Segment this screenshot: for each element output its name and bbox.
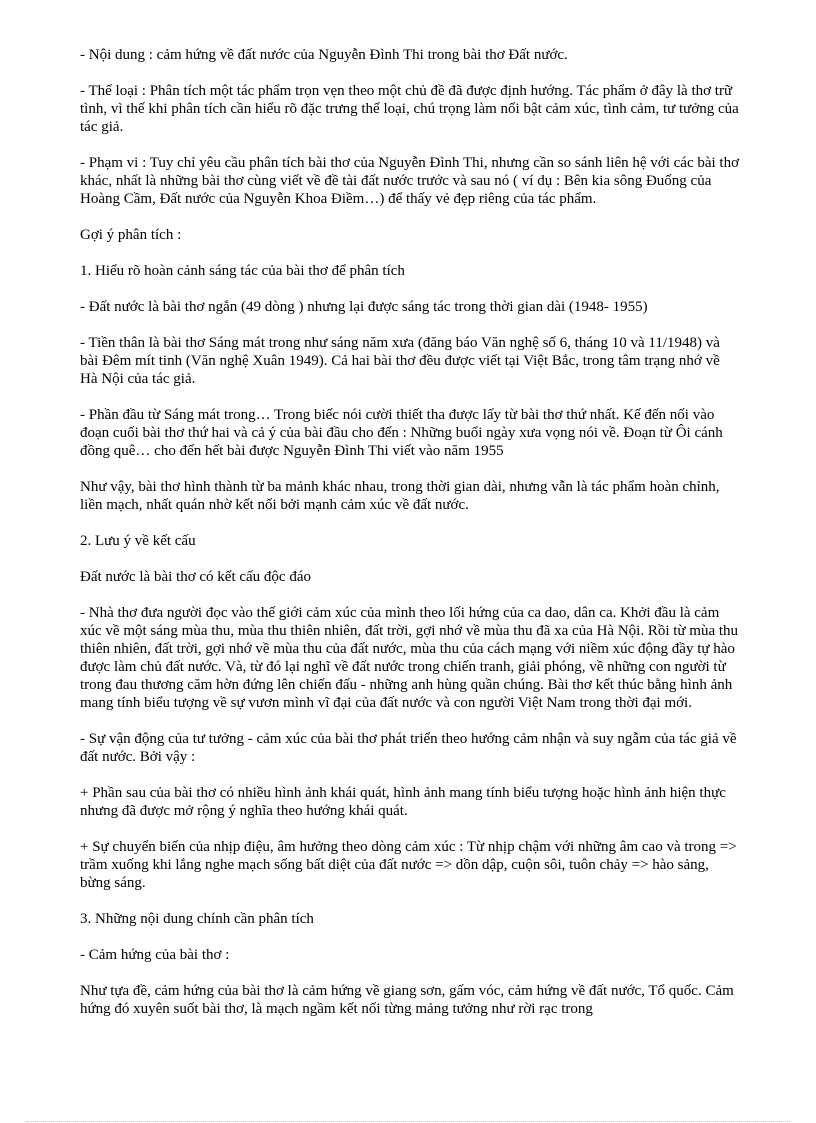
paragraph-later-part: + Phần sau của bài thơ có nhiều hình ảnh khái quát, hình ảnh mang tính biểu tượng hoặc hình ảnh hiện thực nhưng đã được mở rộng ý nghĩa theo hướng khái quát. — [80, 785, 726, 819]
heading-section-2: 2. Lưu ý về kết cấu — [80, 533, 196, 549]
heading-section-1: 1. Hiểu rõ hoàn cảnh sáng tác của bài thơ để phân tích — [80, 263, 405, 279]
paragraph-thought-movement: - Sự vận động của tư tưởng - cảm xúc của bài thơ phát triển theo hướng cảm nhận và suy ngẫm của tác giả về đất nước. Bởi vậy : — [80, 731, 737, 765]
paragraph-rhythm: + Sự chuyển biến của nhịp điệu, âm hưởng theo dòng cảm xúc : Từ nhịp chậm với những âm cao và trong => trầm xuống khi lắng nghe mạch sống bất diệt của đất nước => dồn dập, cuộn sôi, tuôn chảy => hào sảng, bừng sáng. — [80, 839, 737, 891]
paragraph-inspiration: Như tựa đề, cảm hứng của bài thơ là cảm hứng về giang sơn, gấm vóc, cảm hứng về đất nước, Tổ quốc. Cảm hứng đó xuyên suốt bài thơ, là mạch ngầm kết nối từng mảng tưởng như rời rạc trong — [80, 983, 734, 1017]
page-bottom-rule — [26, 1121, 790, 1122]
paragraph-structure: Đất nước là bài thơ có kết cấu độc đáo — [80, 569, 311, 585]
paragraph-short-poem: - Đất nước là bài thơ ngắn (49 dòng ) nhưng lại được sáng tác trong thời gian dài (1948- 1955) — [80, 299, 648, 315]
paragraph-emotion-world: - Nhà thơ đưa người đọc vào thế giới cảm xúc của mình theo lối hứng của ca dao, dân ca. Khởi đầu là cảm xúc về một sáng mùa thu, mùa thu thiên nhiên, đất trời, gợi nhớ về mùa thu đã xa của Hà Nội. Rồi từ mùa thu thiên nhiên, đất trời, gợi nhớ về mùa thu của đất nước, mùa thu của cách mạng với niềm xúc động đầy tự hào được làm chủ đất nước. Và, từ đó lại nghĩ về đất nước trong chiến tranh, giải phóng, về những con người từ trong đau thương căm hờn đứng lên chiến đấu - những anh hùng quần chúng. Bài thơ kết thúc bằng hình ảnh mang tính biểu tượng về sự vươn mình vĩ đại của đất nước và con người Việt Nam trong thời đại mới. — [80, 605, 739, 711]
paragraph-content: - Nội dung : cảm hứng về đất nước của Nguyễn Đình Thi trong bài thơ Đất nước. — [80, 47, 568, 63]
paragraph-first-part: - Phần đầu từ Sáng mát trong… Trong biếc nói cười thiết tha được lấy từ bài thơ thứ nhất. Kế đến nối vào đoạn cuối bài thơ thứ hai và cả ý của bài đầu cho đến : Những buổi ngày xưa vọng nói về. Đoạn từ Ôi cánh đồng quê… cho đến hết bài được Nguyễn Đình Thi viết vào năm 1955 — [80, 407, 723, 459]
paragraph-genre: - Thể loại : Phân tích một tác phẩm trọn vẹn theo một chủ đề đã được định hướng. Tác phẩm ở đây là thơ trữ tình, vì thế khi phân tích cần hiểu rõ đặc trưng thể loại, chú trọng làm nổi bật cảm xúc, tình cảm, tư tưởng của tác giả. — [80, 83, 739, 135]
heading-section-3: 3. Những nội dung chính cần phân tích — [80, 911, 314, 927]
paragraph-inspiration-label: - Cảm hứng của bài thơ : — [80, 947, 230, 963]
paragraph-summary: Như vậy, bài thơ hình thành từ ba mảnh khác nhau, trong thời gian dài, nhưng vẫn là tác phẩm hoàn chỉnh, liền mạch, nhất quán nhờ kết nối bởi mạnh cảm xúc về đất nước. — [80, 479, 720, 513]
paragraph-origin: - Tiền thân là bài thơ Sáng mát trong như sáng năm xưa (đăng báo Văn nghệ số 6, tháng 10 và 11/1948) và bài Đêm mít tinh (Văn nghệ Xuân 1949). Cả hai bài thơ đều được viết tại Việt Bắc, trong tâm trạng nhớ về Hà Nội của tác giả. — [80, 335, 720, 387]
document-body — [80, 46, 740, 1036]
paragraph-scope: - Phạm vi : Tuy chỉ yêu cầu phân tích bài thơ của Nguyễn Đình Thi, nhưng cần so sánh liên hệ với các bài thơ khác, nhất là những bài thơ cùng viết về đề tài đất nước trước và sau nó ( ví dụ : Bên kia sông Đuống của Hoàng Cầm, Đất nước của Nguyễn Khoa Điềm…) để thấy vẻ đẹp riêng của tác phẩm. — [80, 155, 740, 207]
paragraph-analysis-hint: Gợi ý phân tích : — [80, 227, 182, 243]
